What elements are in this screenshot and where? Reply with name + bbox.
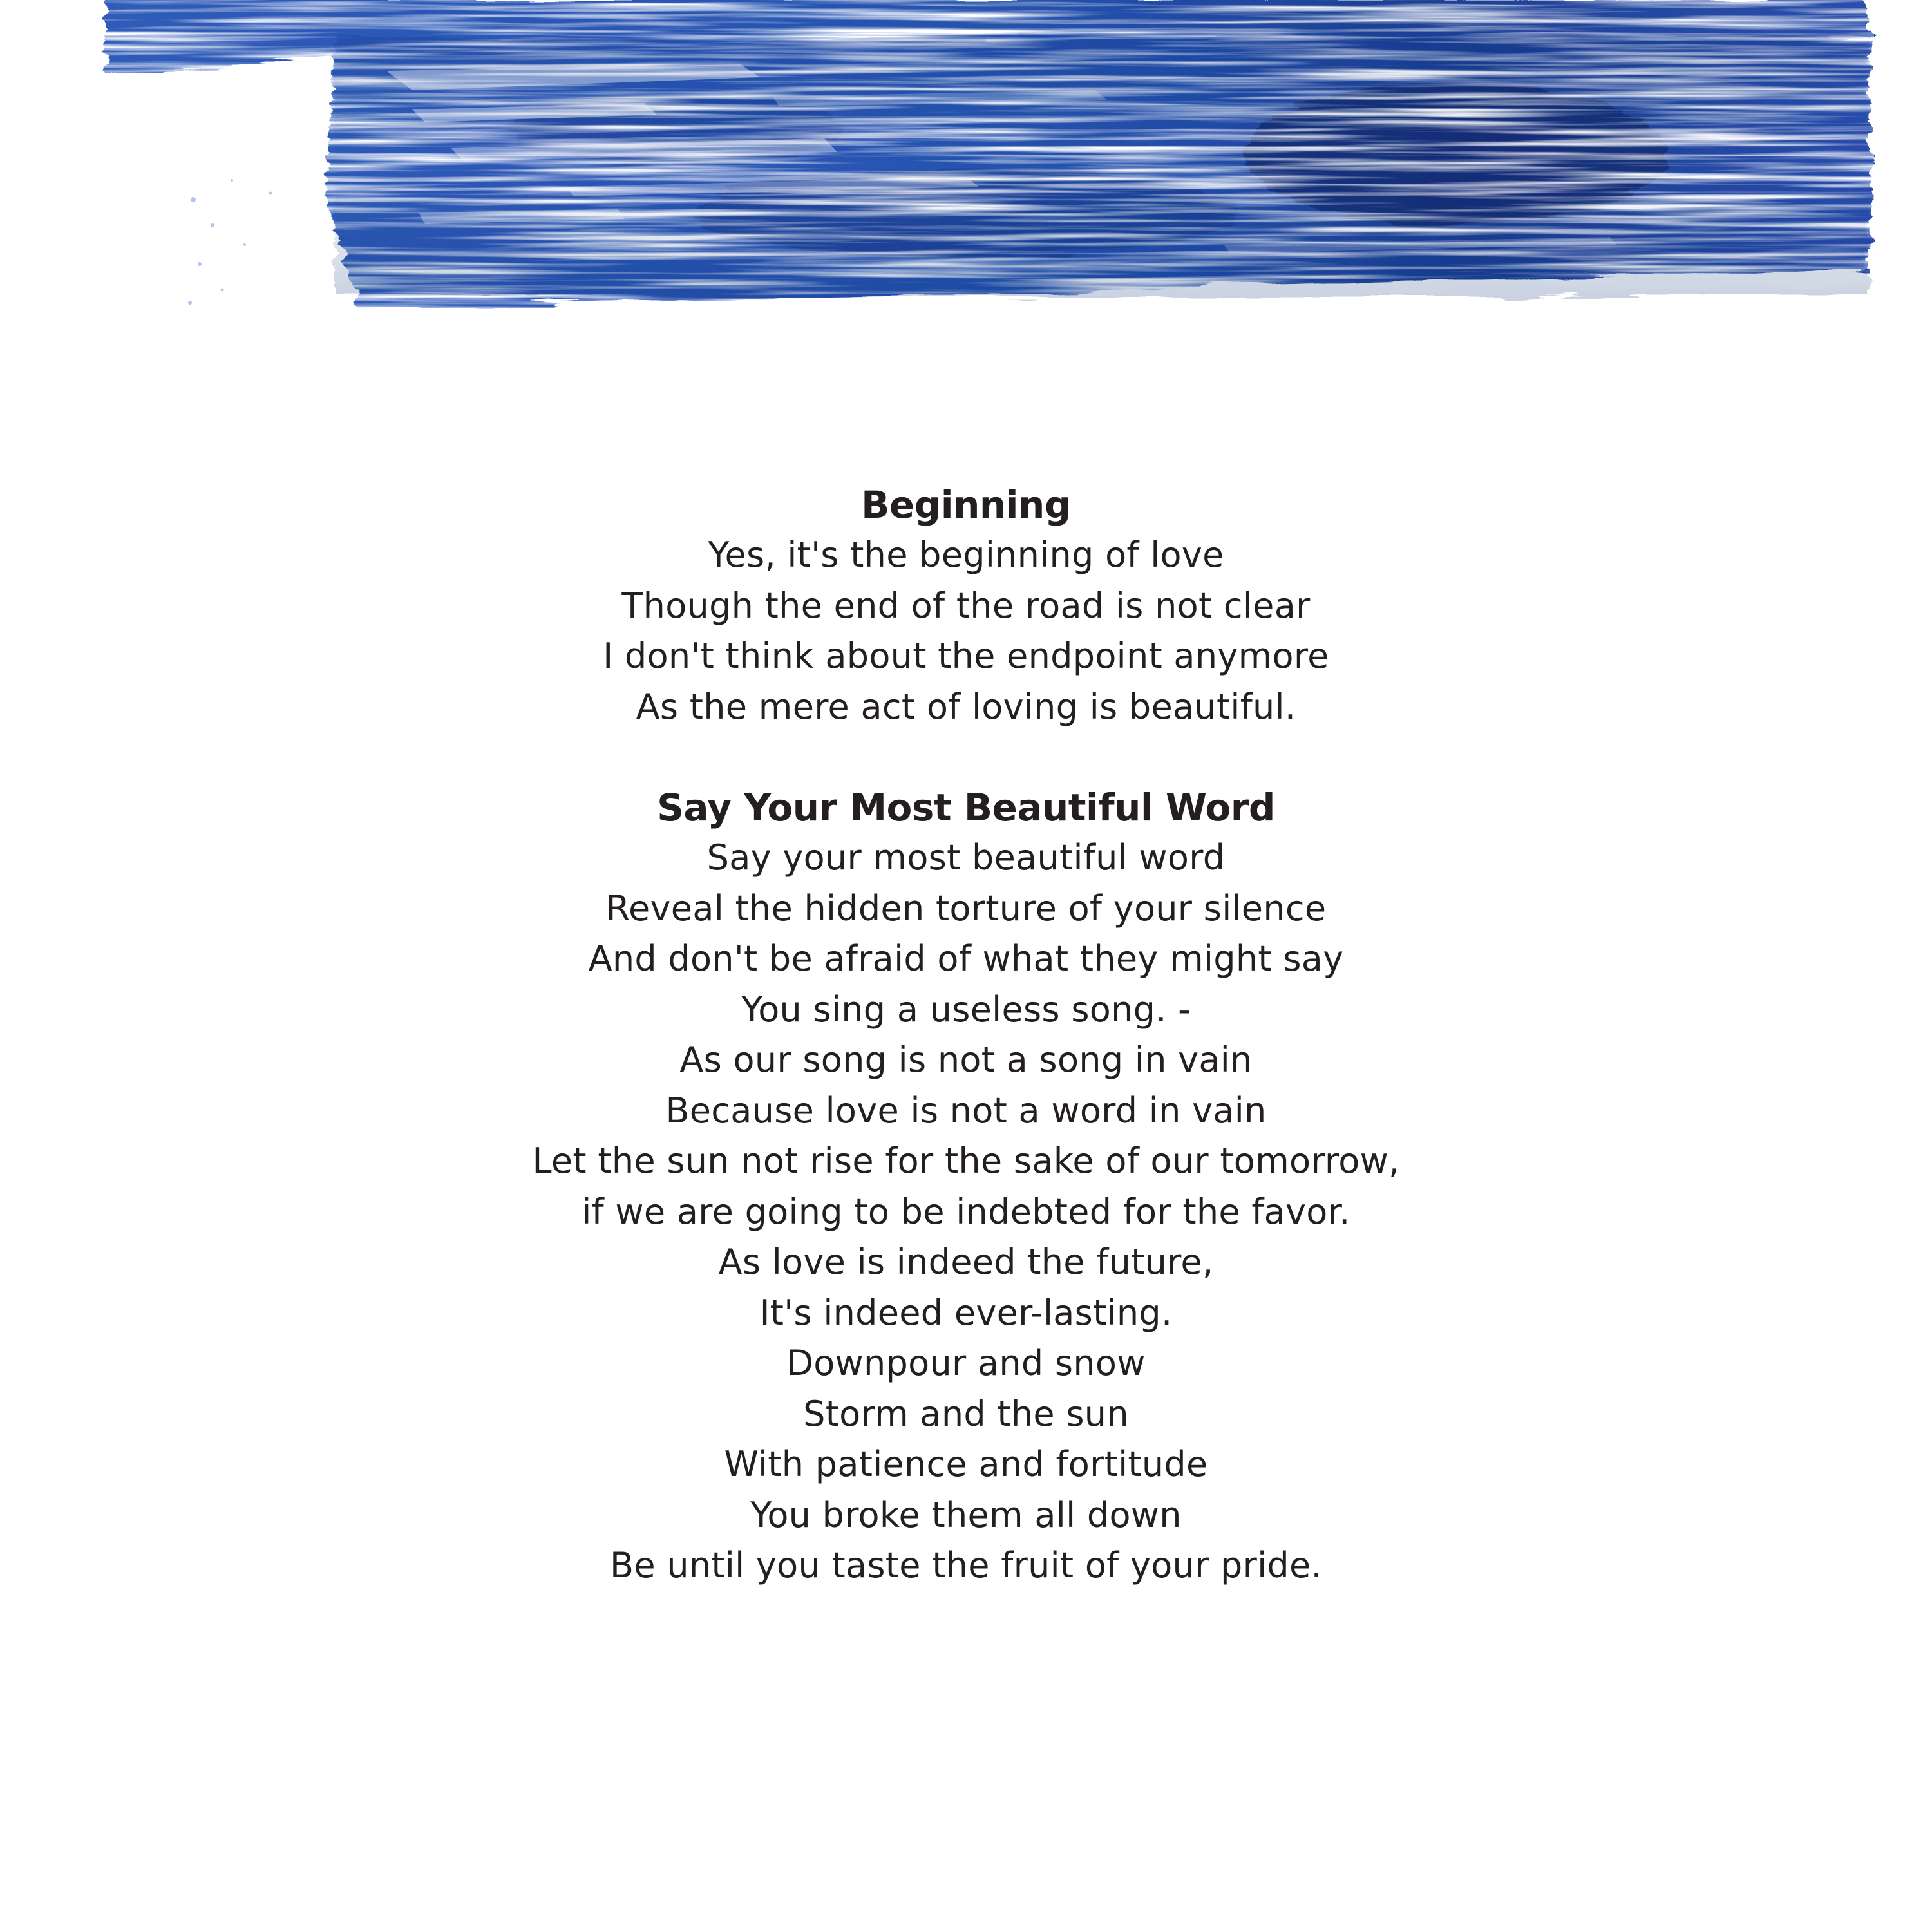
- poem-line: You sing a useless song. -: [741, 989, 1191, 1030]
- poem-line: Though the end of the road is not clear: [621, 585, 1311, 626]
- poem-line: Yes, it's the beginning of love: [708, 535, 1224, 575]
- poems-container: [0, 480, 1932, 1591]
- poem-title: Beginning: [861, 483, 1071, 527]
- poem-line: With patience and fortitude: [724, 1444, 1208, 1484]
- poem-line: As the mere act of loving is beautiful.: [636, 686, 1296, 727]
- poem-say-your-most-beautiful-word: [0, 782, 1932, 1591]
- poem-line: As love is indeed the future,: [718, 1242, 1214, 1282]
- poem-title: Say Your Most Beautiful Word: [657, 786, 1275, 829]
- poem-line: Because love is not a word in vain: [665, 1090, 1267, 1131]
- poem-line: Be until you taste the fruit of your pride.: [610, 1545, 1322, 1586]
- poem-line: It's indeed ever-lasting.: [759, 1292, 1173, 1333]
- poem-line: Storm and the sun: [803, 1393, 1129, 1434]
- poem-line: Downpour and snow: [786, 1343, 1146, 1383]
- poem-line: Reveal the hidden torture of your silence: [605, 887, 1327, 929]
- poem-line: Say your most beautiful word: [706, 837, 1226, 878]
- poem-line: I don't think about the endpoint anymore: [603, 636, 1329, 676]
- poem-beginning: [0, 480, 1932, 732]
- blue-brush-stroke-banner: [0, 0, 1932, 335]
- poem-line: And don't be afraid of what they might say: [588, 938, 1344, 979]
- poem-line: As our song is not a song in vain: [679, 1039, 1253, 1080]
- poem-line: You broke them all down: [750, 1494, 1182, 1535]
- poem-line: if we are going to be indebted for the favor.: [582, 1191, 1350, 1232]
- poem-line: Let the sun not rise for the sake of our tomorrow,: [532, 1141, 1400, 1181]
